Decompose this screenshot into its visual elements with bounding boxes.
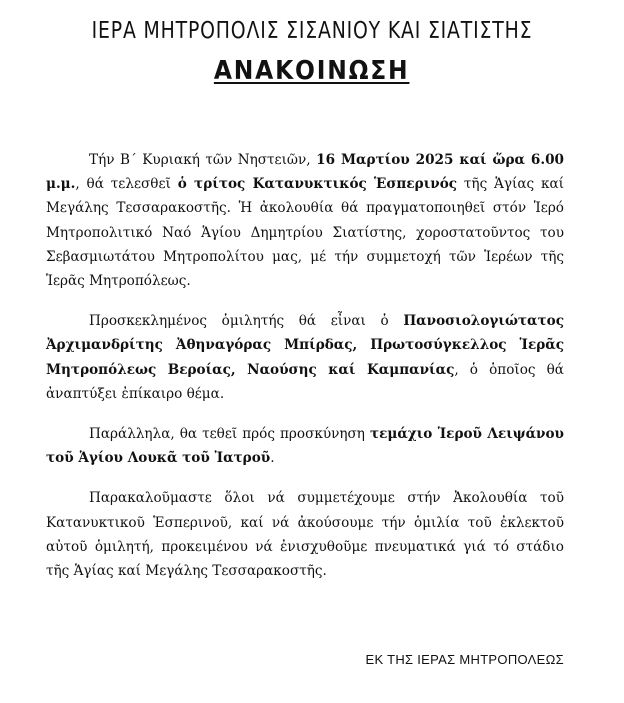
announcement-body: [46, 148, 564, 599]
p3-text-2: .: [270, 450, 275, 467]
p1-text-1: Τήν Β΄ Κυριακή τῶν Νηστειῶν,: [89, 152, 317, 168]
signature: ΕΚ ΤΗΣ ΙΕΡΑΣ ΜΗΤΡΟΠΟΛΕΩΣ: [365, 652, 564, 667]
p2-speaker: Πανοσιολογιώτατος Ἀρχιμανδρίτης Ἀθηναγόρας Μπίρδας, Πρωτοσύγκελλος Ἱερᾶς Μητροπόλεως Βεροίας, Ναούσης καί Καμπανίας: [46, 313, 564, 378]
paragraph-2: [46, 309, 564, 406]
paragraph-4: [46, 486, 564, 583]
p2-text-1: Προσκεκλημένος ὁμιλητής θά εἶναι ὁ: [89, 313, 404, 330]
p4-text-1: Παρακαλοῦμαστε ὅλοι νά συμμετέχουμε στήν Ἀκολουθία τοῦ Κατανυκτικοῦ Ἑσπερινοῦ, καί νά ἀκούσουμε τήν ὁμιλία τοῦ ἐκλεκτοῦ αὐτοῦ ὁμιλητή, προκειμένου νά ἐνισχυθοῦμε πνευματικά γιά τό στάδιο τῆς Ἁγίας καί Μεγάλης Τεσσαρακοστῆς.: [46, 490, 564, 580]
paragraph-1: [46, 148, 564, 293]
paragraph-3: [46, 422, 564, 470]
p3-relic: τεμάχιο Ἱεροῦ Λειψάνου τοῦ Ἁγίου Λουκᾶ τοῦ Ἰατροῦ: [46, 426, 564, 467]
p3-text-1: Παράλληλα, θα τεθεῖ πρός προσκύνηση: [89, 426, 370, 443]
announcement-title: ΑΝΑΚΟΙΝΩΣΗ: [214, 56, 410, 86]
p2-text-2: , ὁ ὁποῖος θά ἀναπτύξει ἐπίκαιρο θέμα.: [46, 361, 564, 402]
p1-text-3: τῆς Ἁγίας καί Μεγάλης Τεσσαρακοστῆς. Ἡ ἀκολουθία θά πραγματοποιηθεῖ στόν Ἱερό Μητροπολιτικό Ναό Ἁγίου Δημητρίου Σιατίστης, χοροστατοῦντος του Σεβασμιωτάτου Μητροπολίτου μας, μέ τήν συμμετοχή τῶν Ἱερέων τῆς Ἱερᾶς Μητροπόλεως.: [46, 176, 564, 290]
p1-date: 16 Μαρτίου 2025 καί ὥρα 6.00 μ.μ.: [46, 152, 564, 193]
p1-text-2: , θά τελεσθεῖ: [75, 176, 178, 193]
announcement-title-wrap: [0, 56, 624, 86]
metropolis-header: ΙΕΡΑ ΜΗΤΡΟΠΟΛΙΣ ΣΙΣΑΝΙΟΥ ΚΑΙ ΣΙΑΤΙΣΤΗΣ: [91, 18, 533, 44]
p1-service: ὁ τρίτος Κατανυκτικός Ἑσπερινός: [177, 176, 458, 193]
